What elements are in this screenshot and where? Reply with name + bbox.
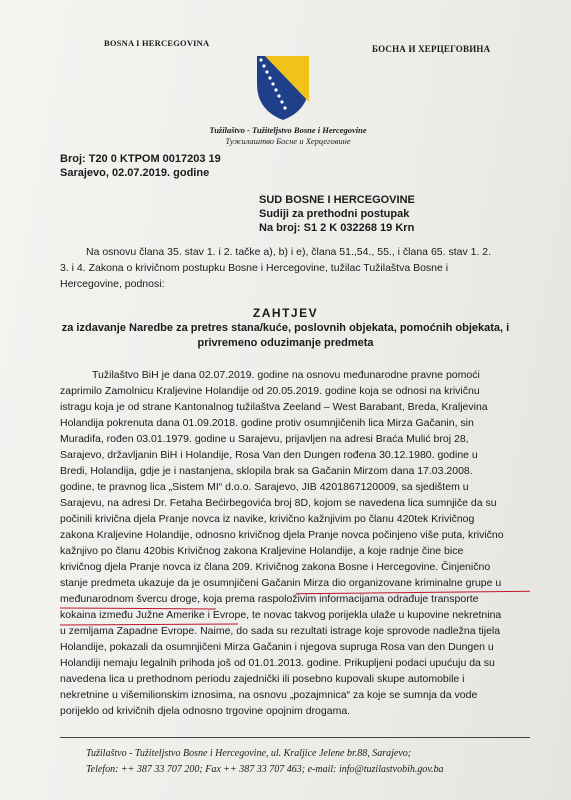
footer-address: Tužilaštvo - Tužiteljstvo Bosne i Hercegovine, ul. Kraljice Jelene br.88, Sarajevo;: [86, 748, 412, 759]
intro-line: Hercegovine, podnosi:: [60, 278, 165, 290]
body-line: Holandija pokrenuta dana 01.09.2018. godine protiv osumnjičenih lica Mirza Gačanin, sin: [60, 417, 474, 429]
body-line: Sarajevu, na adresi Dr. Fetaha Bećirbegovića broj 8D, kojom se navedena lica sumnjiče da su: [60, 497, 497, 509]
body-line: godine, te pravnog lica „Sistem MI“ d.o.o. Sarajevo, JIB 4201867120009, sa sjedištem u: [60, 481, 469, 493]
body-line: Bredi, Holandija, gdje je i nastanjena, sklopila brak sa Gačanin Mirzom dana 17.03.2008.: [60, 465, 473, 477]
body-line: zaprimilo Zamolnicu Kraljevine Holandije od 20.05.2019. godine koja se odnosi na krivičnu: [60, 385, 480, 397]
recipient-court: SUD BOSNE I HERCEGOVINE: [259, 194, 415, 206]
footer-contact: Telefon: ++ 387 33 707 200; Fax ++ 387 33 707 463; e-mail: info@tuzilastvobih.gov.ba: [86, 764, 444, 775]
body-line: Muradifa, rođen 03.01.1979. godine u Sarajevu, prijavljen na adresi Braća Mulić broj 28,: [60, 433, 469, 445]
office-name-latin: Tužilaštvo - Tužiteljstvo Bosne i Hercegovine: [209, 125, 367, 135]
body-line: Holandiji nemaju legalnih prihoda još od 01.01.2013. godine. Prikupljeni podaci upućuju da su: [60, 657, 495, 669]
body-line: međunarodnom švercu droge, koja prema raspoloživim informacijama odrađuje transporte: [60, 593, 479, 605]
body-line: Tužilaštvo BiH je dana 02.07.2019. godine na osnovu međunarodne pravne pomoći: [92, 369, 480, 381]
recipient-judge: Sudiji za prethodni postupak: [259, 208, 410, 220]
header-left-country: BOSNA I HERCEGOVINA: [104, 38, 210, 48]
body-line: navedena lica u prethodnom periodu zajednički ili posebno kupovali skupe automobile i: [60, 673, 465, 685]
body-line: zakona Kraljevine Holandije, odnosno krivičnog djela Pranje novca počinjeno više puta, krivično: [60, 529, 504, 541]
body-line: kažnjivo po članu 420bis Krivičnog zakona Kraljevine Holandije, a koje radnje čine bice: [60, 545, 464, 557]
recipient-reference: Na broj: S1 2 K 032268 19 Krn: [259, 222, 415, 234]
office-name-cyrillic: Тужилаштво Босне и Херцеговине: [225, 136, 351, 146]
document-title: ZAHTJEV: [252, 306, 319, 320]
document-subtitle: za izdavanje Naredbe za pretres stana/kuće, poslovnih objekata, pomoćnih objekata, i: [61, 322, 510, 334]
body-line: porijeklo od krivičnih djela odnosno trgovine opojnim drogama.: [60, 705, 351, 717]
body-line: Sarajevo, državljanin BiH i Holandije, Rosa Van den Dungen rođena 30.12.1980. godine u: [60, 449, 478, 461]
body-line: počinili krivična djela Pranje novca iz navike, krivično kažnjivim po članu 420tek Krivičnog: [60, 513, 475, 525]
body-line: krivičnog djela Pranje novca iz člana 209. Krivičnog zakona Bosne i Hercegovine. Činjenično: [60, 561, 491, 573]
document-date: Sarajevo, 02.07.2019. godine: [60, 167, 210, 179]
intro-line: Na osnovu člana 35. stav 1. i 2. tačke a), b) i e), člana 51.,54., 55., i člana 65. stav 1. 2.: [86, 246, 492, 258]
document-subtitle: privremeno oduzimanje predmeta: [197, 337, 374, 349]
body-line: nekretnine u višemilionskim iznosima, na osnovu „pozajmnica“ za koje se sumnja da vode: [60, 689, 478, 701]
footer-divider: [60, 737, 530, 738]
coat-of-arms-emblem: [253, 54, 313, 122]
body-line: istragu koja je od strane Kantonalnog tužilaštva Zeeland – West Barabant, Breda, Kraljevina: [60, 401, 488, 413]
body-line: kokaina između Južne Amerike i Evrope, te novac takvog porijekla ulaže u kupovine nekretnina: [60, 609, 502, 621]
body-line: stanje predmeta ukazuje da je osumnjičeni Gačanin Mirza dio organizovane kriminalne grupe u: [60, 577, 502, 589]
header-right-country: БОСНА И ХЕРЦЕГОВИНА: [372, 44, 491, 54]
body-line: u zemljama Zapadne Evrope. Naime, do sada su rezultati istrage koje sprovode nadležna tijela: [60, 625, 501, 637]
case-number: Broj: T20 0 KTPOM 0017203 19: [60, 153, 221, 165]
intro-line: 3. i 4. Zakona o krivičnom postupku Bosne i Hercegovine, tužilac Tužilaštva Bosne i: [60, 262, 449, 274]
body-line: Holandije, pokazali da osumnjičeni Mirza Gačanin i njegova supruga Rosa van den Dungen u: [60, 641, 494, 653]
